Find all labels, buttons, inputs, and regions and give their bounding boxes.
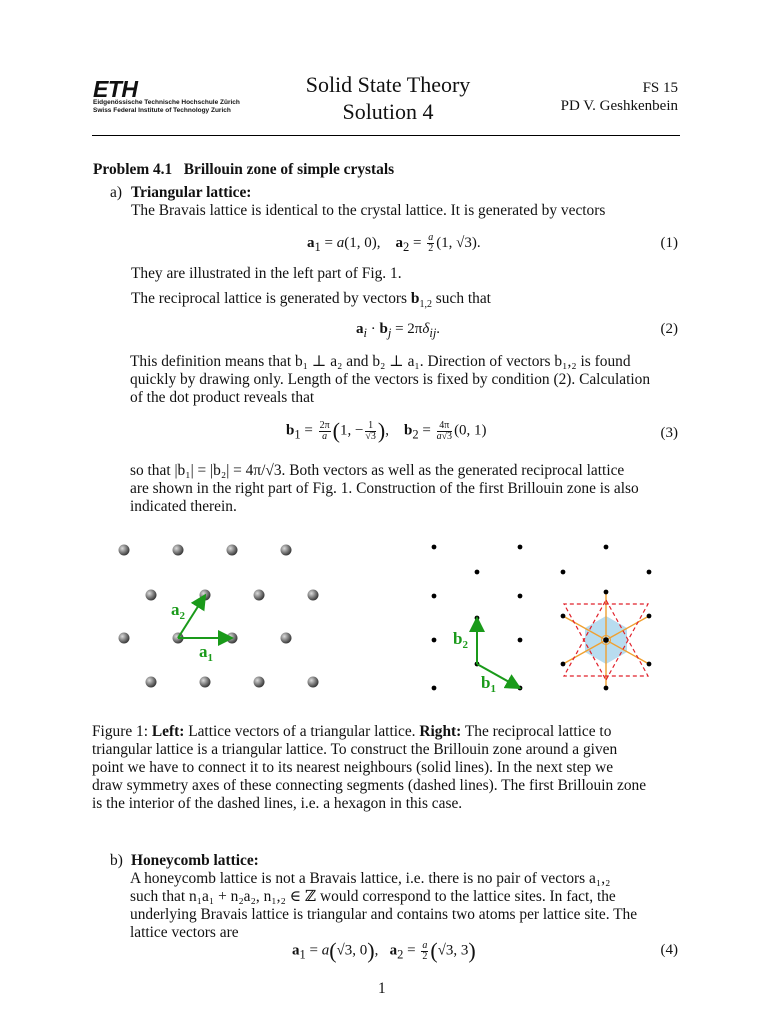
caption-line5: is the interior of the dashed lines, i.e. a hexagon in this case. xyxy=(92,795,463,812)
reciprocal-point xyxy=(604,686,609,691)
eth-logo: ETH xyxy=(93,76,138,102)
part-b-line3: underlying Bravais lattice is triangular and contains two atoms per lattice site. The xyxy=(130,906,638,923)
part-b-text xyxy=(130,870,678,942)
reciprocal-point xyxy=(475,570,480,575)
caption-prefix: Figure 1: xyxy=(92,723,152,740)
equation-3: $b_1$ = $\frac{2\pi}{a}$ (1, − $\frac{1}{√3}$ ), $b_2$ = $\frac{4\pi}{a√3}$ (0, 1) xyxy=(286,418,487,443)
equation-4: $a_1 = a(√3$, 0), $a_2$ = $\frac{a}{2}$ (√3, 3) xyxy=(292,938,476,963)
equation-1-number: (1) xyxy=(660,235,678,251)
caption-mid: Lattice vectors of a triangular lattice. xyxy=(184,723,420,740)
equation-1: $a_1 = a(1$, 0), $a_2$ = $\frac{a}{2}$ (1, √3). xyxy=(307,232,481,254)
problem-heading xyxy=(93,161,394,179)
lattice-atom xyxy=(173,545,184,556)
lattice-atom xyxy=(281,545,292,556)
lattice-atom xyxy=(200,677,211,688)
page-number: 1 xyxy=(378,980,386,997)
lecturer: PD V. Geshkenbein xyxy=(560,98,678,114)
part-a-p3: The reciprocal lattice is generated by vectors $b_{1,2}$ such that xyxy=(131,290,491,311)
lattice-atom xyxy=(200,590,211,601)
part-b-heading: Honeycomb lattice: xyxy=(131,852,259,869)
caption-line2: triangular lattice is a triangular lattice. To construct the Brillouin zone around a given xyxy=(92,741,618,758)
equation-2: $a_i \cdot b_j = 2\pi\delta_{ij}$. xyxy=(356,321,441,340)
part-b-line2: such that n₁a₁ + n₂a₂, n₁,₂ ∈ ℤ would correspond to the lattice sites. In fact, the xyxy=(130,888,616,905)
reciprocal-point xyxy=(561,570,566,575)
eth-subtitle-en: Swiss Federal Institute of Technology Zurich xyxy=(93,107,231,114)
label-b2: $b_2$ xyxy=(453,629,468,651)
reciprocal-point xyxy=(518,638,523,643)
reciprocal-point xyxy=(561,662,566,667)
equation-4-number: (4) xyxy=(660,942,678,958)
doc-title: Solid State Theory xyxy=(305,72,471,97)
part-a-p4-line1: This definition means that b₁ ⊥ a₂ and b₂ ⊥ a₁. Direction of vectors b₁,₂ is found xyxy=(130,353,631,370)
right-panel-reciprocal xyxy=(432,545,652,691)
part-a-p4 xyxy=(130,353,678,407)
caption-line3: point we have to connect it to its nearest neighbours (solid lines). In the next step we xyxy=(92,759,614,776)
figure-caption xyxy=(92,723,678,813)
part-a-p1: The Bravais lattice is identical to the crystal lattice. It is generated by vectors xyxy=(131,202,606,219)
figure-1 xyxy=(0,530,768,710)
caption-line4: draw symmetry axes of these connecting segments (dashed lines). The first Brillouin zone xyxy=(92,777,647,794)
equation-2-number: (2) xyxy=(660,321,678,337)
caption-right-label: Right: xyxy=(419,723,462,740)
part-a-p3-post: such that xyxy=(431,290,491,307)
left-panel-lattice xyxy=(119,545,319,688)
part-a-p4-line2: quickly by drawing only. Length of the vectors is fixed by condition (2). Calculation xyxy=(130,371,651,388)
eth-subtitle xyxy=(93,99,240,115)
lattice-atom xyxy=(281,633,292,644)
equation-3-number: (3) xyxy=(660,425,678,441)
part-a-p3-pre: The reciprocal lattice is generated by vectors xyxy=(131,290,411,307)
reciprocal-point xyxy=(647,662,652,667)
doc-subtitle: Solution 4 xyxy=(342,99,434,124)
semester: FS 15 xyxy=(642,80,678,96)
lattice-atom xyxy=(308,677,319,688)
eth-subtitle-de: Eidgenössische Technische Hochschule Zürich xyxy=(93,99,240,106)
caption-line1 xyxy=(92,723,678,741)
label-a2: $a_2$ xyxy=(171,600,185,622)
problem-label: Problem 4.1 xyxy=(93,161,173,178)
reciprocal-point xyxy=(432,545,437,550)
caption-left-label: Left: xyxy=(151,723,185,740)
brillouin-zone-construction xyxy=(561,590,652,691)
part-a-p5 xyxy=(130,462,678,516)
header-rule xyxy=(92,135,680,136)
reciprocal-point xyxy=(604,590,609,595)
lattice-atom xyxy=(119,633,130,644)
part-a-p5-line1: so that |b₁| = |b₂| = 4π/√3. Both vectors as well as the generated reciprocal lattice xyxy=(130,462,625,479)
reciprocal-point xyxy=(475,616,480,621)
zone-center-point xyxy=(603,637,609,643)
reciprocal-point xyxy=(518,594,523,599)
part-a-p5-line2: are shown in the right part of Fig. 1. Construction of the first Brillouin zone is also xyxy=(130,480,639,497)
reciprocal-point xyxy=(432,594,437,599)
reciprocal-point xyxy=(432,638,437,643)
part-b-line1: A honeycomb lattice is not a Bravais lattice, i.e. there is no pair of vectors a₁,₂ xyxy=(130,870,611,887)
lattice-atom xyxy=(227,545,238,556)
part-a-heading: Triangular lattice: xyxy=(131,184,252,201)
part-a-marker: a) xyxy=(110,184,122,201)
lattice-atom xyxy=(119,545,130,556)
part-a-p2: They are illustrated in the left part of Fig. 1. xyxy=(131,265,402,282)
part-a-p5-line3: indicated therein. xyxy=(130,498,237,515)
reciprocal-point xyxy=(432,686,437,691)
part-b-marker: b) xyxy=(110,852,123,869)
problem-title: Brillouin zone of simple crystals xyxy=(183,161,395,178)
label-b1: $b_1$ xyxy=(481,673,496,695)
lattice-atom xyxy=(146,677,157,688)
reciprocal-point xyxy=(518,545,523,550)
lattice-atom xyxy=(254,590,265,601)
reciprocal-point xyxy=(647,614,652,619)
lattice-atom xyxy=(146,590,157,601)
label-a1: $a_1$ xyxy=(199,642,213,664)
reciprocal-point xyxy=(604,545,609,550)
reciprocal-point xyxy=(561,614,566,619)
caption-post: The reciprocal lattice to xyxy=(461,723,612,740)
lattice-atom xyxy=(308,590,319,601)
part-b-line4: lattice vectors are xyxy=(130,924,239,941)
part-a-p4-line3: of the dot product reveals that xyxy=(130,389,315,406)
lattice-atom xyxy=(254,677,265,688)
reciprocal-point xyxy=(647,570,652,575)
